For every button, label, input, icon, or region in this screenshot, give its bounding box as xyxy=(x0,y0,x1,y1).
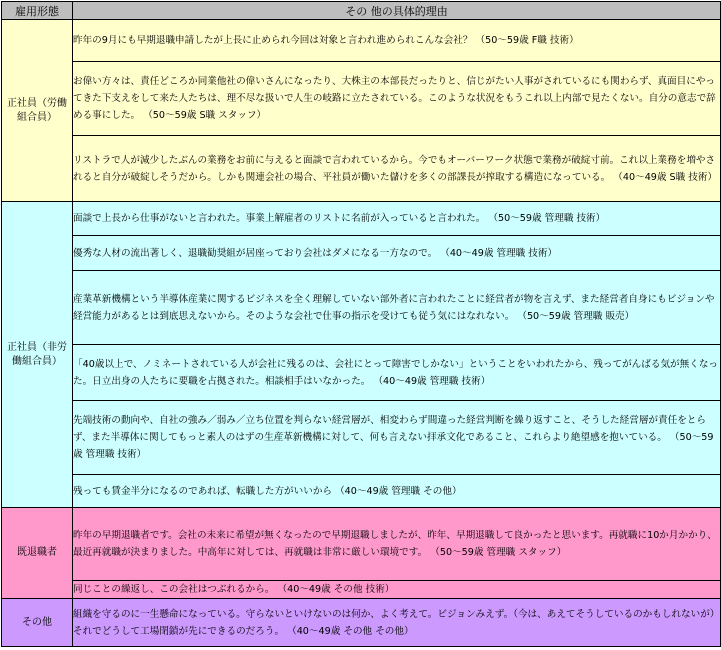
category-non-union xyxy=(2,202,73,508)
category-label: 既退職者 xyxy=(17,547,57,558)
header-row xyxy=(2,2,721,20)
reason-text: 面談で上長から仕事がないと言われた。事業上解雇者のリストに名前が入っていると言われた。 （50～59歳 管理職 技術） xyxy=(73,213,606,224)
reason-cell xyxy=(73,345,721,401)
table-row xyxy=(2,401,721,475)
header-reason: その 他の具体的理由 xyxy=(73,2,721,20)
table-row xyxy=(2,62,721,136)
reason-cell xyxy=(73,136,721,202)
table-row xyxy=(2,20,721,62)
reason-text: 優秀な人材の流出著しく、退職勧奨組が居座っており会社はダメになる一方なので。 （40～49歳 管理職 技術） xyxy=(73,247,558,259)
category-union xyxy=(2,20,73,202)
table-row xyxy=(2,345,721,401)
reason-text: 同じことの繰返し、この会社はつぶれるから。 （40～49歳 その他 技術） xyxy=(73,584,395,595)
reason-cell xyxy=(73,599,721,647)
reason-text: 「40歳以上で、ノミネートされている人が会社に残るのは、会社にとって障害でしかない」ということをいわれたから、残ってがんばる気が無くなった。日立出身の人たちに要職を占拠された。相談相手はいなかった。 （40～49歳 管理職 技術） xyxy=(73,358,719,387)
reason-cell xyxy=(73,475,721,508)
reason-text: 先端技術の動向や、自社の強み／弱み／立ち位置を判らない経営層が、相変わらず間違った経営判断を繰り返すこと、そうした経営層が責任をとらず、また半導体に関してもっと素人のはずの生産革新機構に対して、何も言えない拝承文化であること、これらより絶望感を抱いている。 （50～59歳 管理職 技術） xyxy=(73,415,714,460)
category-label: その他 xyxy=(22,616,52,628)
table-row xyxy=(2,136,721,202)
category-label: 正社員（非労働組合員） xyxy=(7,341,67,367)
table-row xyxy=(2,202,721,236)
reason-cell xyxy=(73,236,721,271)
reason-text: 昨年の9月にも早期退職申請したが上長に止められ今回は対象と言われ進められこんな会社？ （50～59歳 F職 技術） xyxy=(73,35,579,46)
table-row xyxy=(2,475,721,508)
reason-cell xyxy=(73,20,721,62)
category-label: 正社員（労働組合員） xyxy=(7,97,67,123)
reason-text: 産業革新機構という半導体産業に関するビジネスを全く理解していない部外者に言われたことに経営者が物を言えず、また経営者自身にもビジョンや経営能力があるとは到底思えないから。そのような会社で仕事の指示を受けても従う気にはなれない。 （50～59歳 管理職 販売） xyxy=(73,293,715,322)
reason-text: お偉い方々は、責任どころか同業他社の偉いさんになったり、大株主の本部長だったりと、信じがたい人事がされているにも関わらず、真面目にやってきた下支えをして来た人たちは、理不尽な扱いで人生の岐路に立たされている。このような状況をもうこれ以上内部で見たくない。自分の意志で辞める事にした。 （50～59歳 S職 スタッフ） xyxy=(73,76,716,121)
category-retired xyxy=(2,508,73,599)
reasons-table xyxy=(1,1,721,647)
reason-cell xyxy=(73,271,721,345)
category-other xyxy=(2,599,73,647)
table-row xyxy=(2,599,721,647)
reason-cell xyxy=(73,202,721,236)
reason-cell xyxy=(73,401,721,475)
table-row xyxy=(2,236,721,271)
reason-text: 昨年の早期退職者です。会社の未来に希望が無くなったので早期退職しましたが、昨年、早期退職して良かったと思います。再就職に10か月かかり、最近再就職が決まりました。中高年に対しては、再就職は非常に厳しい環境です。 （50～59歳 管理職 スタッフ） xyxy=(73,530,717,558)
header-employment-type: 雇用形態 xyxy=(2,2,73,20)
reason-cell xyxy=(73,581,721,599)
reason-cell xyxy=(73,62,721,136)
reason-text: 残っても賃金半分になるのであれば、転職した方がいいから （40～49歳 管理職 その他） xyxy=(73,485,462,497)
table-row xyxy=(2,271,721,345)
reason-text: リストラで人が減少したぶんの業務をお前に与えると面談で言われているから。今でもオーバーワーク状態で業務が破綻寸前。これ以上業務を増やされると自分が破綻しそうだから。しかも関連会社の場合、平社員が働いた儲けを多くの部課長が搾取する構造になっている。 （40～49歳 S職 技術） xyxy=(73,154,718,183)
table-row xyxy=(2,581,721,599)
reason-cell xyxy=(73,508,721,581)
reason-text: 組織を守るのに一生懸命になっている。守らないといけないのは何か、よく考えて。ビジョンみえず。（今は、あえてそうしているのかもしれないが）それでどうして工場閉鎖が先にできるのだろう。 （40～49歳 その他 その他） xyxy=(73,608,720,637)
table-row xyxy=(2,508,721,581)
